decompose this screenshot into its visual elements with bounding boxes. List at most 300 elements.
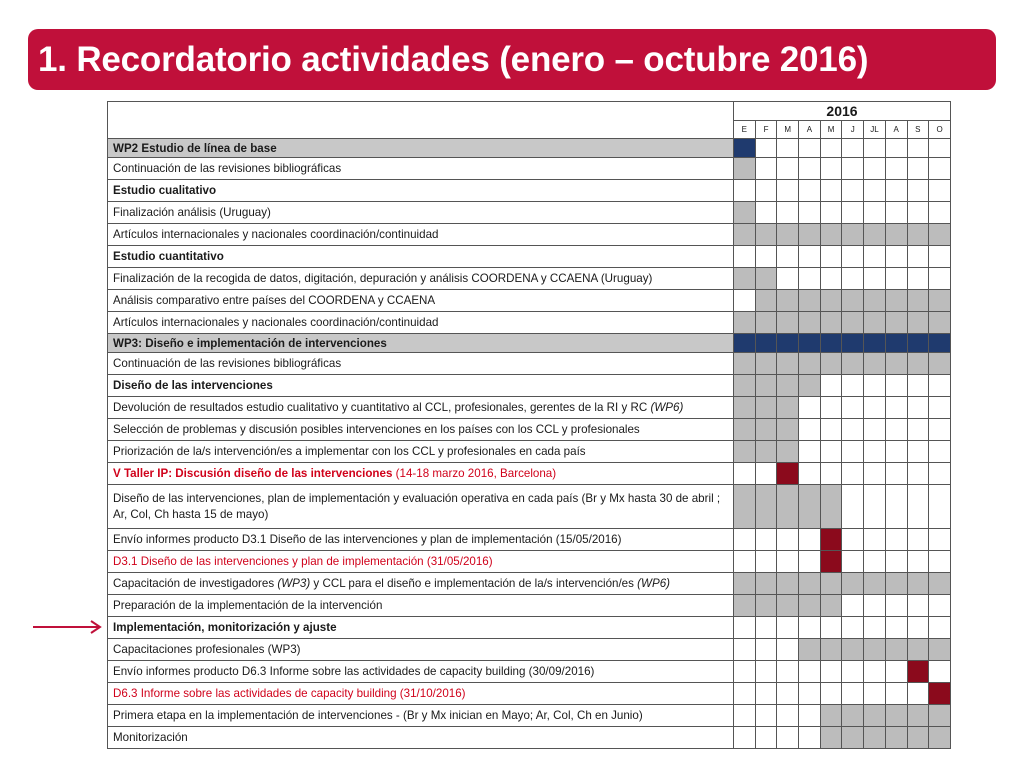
month-cell-f-active bbox=[755, 419, 777, 441]
activity-text: Envío informes producto D3.1 Diseño de las intervenciones y plan de implementación (15/05/2016) bbox=[113, 533, 622, 546]
month-cell-s-active bbox=[907, 334, 929, 353]
month-cell-m-empty bbox=[820, 397, 842, 419]
month-cell-a-empty bbox=[799, 727, 821, 749]
table-row bbox=[108, 419, 951, 441]
month-label: O bbox=[929, 121, 951, 139]
month-cell-s-active bbox=[907, 312, 929, 334]
activity-description bbox=[108, 375, 734, 397]
month-cell-a-active bbox=[799, 573, 821, 595]
activity-text: WP2 Estudio de línea de base bbox=[113, 141, 277, 155]
month-cell-m-active bbox=[820, 485, 842, 529]
month-cell-m-empty bbox=[777, 158, 799, 180]
gantt-chart-table bbox=[107, 101, 951, 749]
month-cell-e-empty bbox=[734, 290, 756, 312]
activity-description bbox=[108, 268, 734, 290]
activity-text: D6.3 Informe sobre las actividades de capacity building (31/10/2016) bbox=[113, 687, 466, 700]
table-row bbox=[108, 661, 951, 683]
activity-description bbox=[108, 246, 734, 268]
month-cell-m-empty bbox=[777, 661, 799, 683]
month-cell-e-empty bbox=[734, 617, 756, 639]
table-row bbox=[108, 290, 951, 312]
month-cell-m-milestone bbox=[820, 529, 842, 551]
activity-text: Preparación de la implementación de la intervención bbox=[113, 599, 383, 612]
month-cell-a-active bbox=[799, 353, 821, 375]
month-cell-a-empty bbox=[799, 419, 821, 441]
month-cell-f-active bbox=[755, 397, 777, 419]
month-cell-m-milestone bbox=[777, 463, 799, 485]
month-cell-s-empty bbox=[907, 463, 929, 485]
activity-description bbox=[108, 485, 734, 529]
month-label: S bbox=[907, 121, 929, 139]
month-label: A bbox=[799, 121, 821, 139]
activity-text: Artículos internacionales y nacionales coordinación/continuidad bbox=[113, 228, 439, 241]
month-cell-s-empty bbox=[907, 617, 929, 639]
month-cell-a-active bbox=[799, 639, 821, 661]
month-cell-a-empty bbox=[885, 683, 907, 705]
month-cell-j-empty bbox=[842, 529, 864, 551]
month-cell-e-active bbox=[734, 312, 756, 334]
month-cell-o-empty bbox=[929, 551, 951, 573]
month-cell-a-empty bbox=[885, 463, 907, 485]
activity-text: Selección de problemas y discusión posibles intervenciones en los países con los CCL y profesionales bbox=[113, 423, 640, 436]
month-cell-e-empty bbox=[734, 661, 756, 683]
month-cell-o-empty bbox=[929, 397, 951, 419]
month-cell-a-empty bbox=[799, 529, 821, 551]
month-cell-m-empty bbox=[777, 639, 799, 661]
month-cell-o-empty bbox=[929, 268, 951, 290]
activity-text: Devolución de resultados estudio cualitativo y cuantitativo al CCL, profesionales, gerentes de la RI y RC bbox=[113, 401, 648, 414]
month-cell-m-milestone bbox=[820, 551, 842, 573]
month-cell-m-active bbox=[820, 334, 842, 353]
month-cell-j-active bbox=[842, 353, 864, 375]
month-cell-o-empty bbox=[929, 375, 951, 397]
activity-description bbox=[108, 290, 734, 312]
table-row bbox=[108, 139, 951, 158]
month-cell-e-active bbox=[734, 419, 756, 441]
month-cell-a-empty bbox=[885, 661, 907, 683]
month-cell-o-empty bbox=[929, 661, 951, 683]
month-label: JL bbox=[864, 121, 886, 139]
month-cell-f-active bbox=[755, 224, 777, 246]
month-cell-m-empty bbox=[777, 727, 799, 749]
month-cell-o-active bbox=[929, 573, 951, 595]
month-cell-a-empty bbox=[885, 375, 907, 397]
month-cell-o-empty bbox=[929, 139, 951, 158]
month-cell-j-empty bbox=[842, 463, 864, 485]
month-cell-f-active bbox=[755, 290, 777, 312]
table-row bbox=[108, 727, 951, 749]
table-row bbox=[108, 224, 951, 246]
activity-description bbox=[108, 334, 734, 353]
month-cell-j-empty bbox=[842, 375, 864, 397]
table-row bbox=[108, 705, 951, 727]
month-cell-e-empty bbox=[734, 727, 756, 749]
month-cell-s-empty bbox=[907, 529, 929, 551]
month-cell-j-active bbox=[842, 705, 864, 727]
month-cell-a-empty bbox=[799, 551, 821, 573]
month-cell-f-empty bbox=[755, 246, 777, 268]
table-row bbox=[108, 639, 951, 661]
month-cell-s-empty bbox=[907, 485, 929, 529]
month-cell-j-empty bbox=[842, 617, 864, 639]
month-cell-m-empty bbox=[777, 683, 799, 705]
month-cell-a-empty bbox=[885, 139, 907, 158]
month-cell-f-empty bbox=[755, 639, 777, 661]
month-cell-o-empty bbox=[929, 180, 951, 202]
month-cell-jl-empty bbox=[864, 595, 886, 617]
activity-description bbox=[108, 727, 734, 749]
month-cell-j-empty bbox=[842, 485, 864, 529]
month-cell-m-empty bbox=[777, 705, 799, 727]
month-cell-o-empty bbox=[929, 463, 951, 485]
month-cell-o-empty bbox=[929, 441, 951, 463]
month-cell-m-active bbox=[820, 353, 842, 375]
month-cell-m-active bbox=[777, 595, 799, 617]
month-cell-a-empty bbox=[799, 158, 821, 180]
month-cell-a-empty bbox=[885, 617, 907, 639]
month-cell-f-active bbox=[755, 573, 777, 595]
month-cell-s-active bbox=[907, 224, 929, 246]
month-cell-e-empty bbox=[734, 683, 756, 705]
month-cell-o-active bbox=[929, 312, 951, 334]
year-header-row bbox=[108, 102, 951, 121]
activity-text: Análisis comparativo entre países del COORDENA y CCAENA bbox=[113, 294, 436, 307]
month-cell-a-empty bbox=[885, 397, 907, 419]
activity-text: Finalización análisis (Uruguay) bbox=[113, 206, 271, 219]
month-cell-jl-active bbox=[864, 639, 886, 661]
month-cell-jl-empty bbox=[864, 463, 886, 485]
month-cell-a-active bbox=[885, 312, 907, 334]
month-cell-a-active bbox=[799, 224, 821, 246]
month-cell-m-empty bbox=[820, 375, 842, 397]
month-cell-j-empty bbox=[842, 246, 864, 268]
activity-description bbox=[108, 353, 734, 375]
month-cell-j-empty bbox=[842, 595, 864, 617]
activity-description bbox=[108, 595, 734, 617]
month-cell-o-milestone bbox=[929, 683, 951, 705]
month-cell-s-empty bbox=[907, 202, 929, 224]
activity-description bbox=[108, 705, 734, 727]
month-cell-e-empty bbox=[734, 705, 756, 727]
activity-description bbox=[108, 441, 734, 463]
month-cell-m-empty bbox=[777, 139, 799, 158]
activity-description bbox=[108, 312, 734, 334]
month-cell-jl-active bbox=[864, 224, 886, 246]
month-cell-m-active bbox=[777, 419, 799, 441]
month-cell-m-active bbox=[777, 441, 799, 463]
month-cell-m-active bbox=[777, 375, 799, 397]
month-cell-o-empty bbox=[929, 485, 951, 529]
activity-description bbox=[108, 202, 734, 224]
activity-text: Diseño de las intervenciones bbox=[113, 379, 273, 392]
activity-text: Finalización de la recogida de datos, digitación, depuración y análisis COORDENA y CCAENA (Uruguay) bbox=[113, 272, 653, 285]
month-cell-m-active bbox=[820, 573, 842, 595]
month-cell-a-active bbox=[799, 290, 821, 312]
month-cell-s-empty bbox=[907, 375, 929, 397]
month-label: M bbox=[820, 121, 842, 139]
month-cell-jl-empty bbox=[864, 139, 886, 158]
month-cell-o-empty bbox=[929, 202, 951, 224]
month-cell-o-empty bbox=[929, 617, 951, 639]
month-cell-m-empty bbox=[820, 246, 842, 268]
month-cell-e-empty bbox=[734, 463, 756, 485]
month-cell-m-empty bbox=[820, 441, 842, 463]
month-cell-m-active bbox=[820, 727, 842, 749]
month-cell-s-active bbox=[907, 573, 929, 595]
table-row bbox=[108, 268, 951, 290]
month-cell-a-empty bbox=[885, 551, 907, 573]
activity-description bbox=[108, 397, 734, 419]
month-cell-f-active bbox=[755, 334, 777, 353]
activity-text: Estudio cualitativo bbox=[113, 184, 217, 197]
month-cell-f-active bbox=[755, 441, 777, 463]
month-label: F bbox=[755, 121, 777, 139]
activity-description bbox=[108, 661, 734, 683]
month-cell-a-active bbox=[799, 312, 821, 334]
month-cell-e-active bbox=[734, 441, 756, 463]
month-cell-a-active bbox=[885, 639, 907, 661]
month-cell-e-active bbox=[734, 158, 756, 180]
month-cell-jl-active bbox=[864, 290, 886, 312]
month-cell-a-active bbox=[885, 705, 907, 727]
activity-text: Capacitaciones profesionales (WP3) bbox=[113, 643, 301, 656]
activity-description bbox=[108, 180, 734, 202]
month-label: M bbox=[777, 121, 799, 139]
month-cell-m-active bbox=[777, 485, 799, 529]
table-row bbox=[108, 202, 951, 224]
month-cell-a-empty bbox=[885, 268, 907, 290]
month-cell-a-empty bbox=[799, 463, 821, 485]
month-cell-a-active bbox=[885, 334, 907, 353]
month-cell-e-active bbox=[734, 353, 756, 375]
month-cell-e-active bbox=[734, 573, 756, 595]
month-cell-jl-empty bbox=[864, 397, 886, 419]
month-cell-f-empty bbox=[755, 617, 777, 639]
month-cell-a-active bbox=[885, 573, 907, 595]
month-cell-jl-empty bbox=[864, 375, 886, 397]
month-cell-s-empty bbox=[907, 595, 929, 617]
month-cell-o-empty bbox=[929, 246, 951, 268]
title-bar bbox=[28, 29, 996, 90]
activity-wp-tag: (WP6) bbox=[633, 577, 671, 590]
month-cell-a-active bbox=[885, 290, 907, 312]
activity-description bbox=[108, 139, 734, 158]
month-label: A bbox=[885, 121, 907, 139]
month-cell-f-active bbox=[755, 312, 777, 334]
month-cell-jl-active bbox=[864, 312, 886, 334]
month-cell-m-active bbox=[777, 353, 799, 375]
month-cell-o-empty bbox=[929, 158, 951, 180]
month-cell-o-empty bbox=[929, 419, 951, 441]
activity-description bbox=[108, 419, 734, 441]
month-cell-j-active bbox=[842, 224, 864, 246]
table-row bbox=[108, 683, 951, 705]
month-cell-f-empty bbox=[755, 158, 777, 180]
month-cell-a-empty bbox=[885, 441, 907, 463]
month-cell-a-empty bbox=[799, 441, 821, 463]
month-cell-a-active bbox=[885, 353, 907, 375]
month-cell-e-active bbox=[734, 224, 756, 246]
month-cell-f-active bbox=[755, 375, 777, 397]
activity-description bbox=[108, 463, 734, 485]
month-cell-m-empty bbox=[820, 268, 842, 290]
month-cell-e-empty bbox=[734, 639, 756, 661]
month-cell-e-active bbox=[734, 595, 756, 617]
month-cell-m-active bbox=[777, 290, 799, 312]
month-cell-jl-active bbox=[864, 353, 886, 375]
month-cell-f-active bbox=[755, 595, 777, 617]
month-cell-e-active bbox=[734, 139, 756, 158]
month-cell-m-empty bbox=[820, 180, 842, 202]
month-cell-j-empty bbox=[842, 158, 864, 180]
month-cell-m-empty bbox=[777, 246, 799, 268]
arrow-right-icon bbox=[33, 618, 103, 636]
month-cell-a-empty bbox=[799, 705, 821, 727]
month-cell-o-active bbox=[929, 353, 951, 375]
activity-text: Implementación, monitorización y ajuste bbox=[113, 621, 337, 634]
month-cell-a-empty bbox=[799, 139, 821, 158]
activity-description bbox=[108, 617, 734, 639]
activity-suffix: (14-18 marzo 2016, Barcelona) bbox=[392, 467, 557, 480]
month-cell-m-active bbox=[820, 705, 842, 727]
month-cell-f-empty bbox=[755, 683, 777, 705]
month-cell-f-empty bbox=[755, 202, 777, 224]
table-row bbox=[108, 353, 951, 375]
month-cell-m-empty bbox=[777, 529, 799, 551]
month-cell-s-empty bbox=[907, 397, 929, 419]
month-cell-a-empty bbox=[885, 529, 907, 551]
month-cell-m-active bbox=[820, 639, 842, 661]
month-cell-f-empty bbox=[755, 463, 777, 485]
month-cell-j-active bbox=[842, 639, 864, 661]
table-row bbox=[108, 375, 951, 397]
table-row bbox=[108, 334, 951, 353]
month-cell-j-empty bbox=[842, 441, 864, 463]
month-cell-a-active bbox=[799, 485, 821, 529]
month-cell-jl-empty bbox=[864, 529, 886, 551]
month-cell-a-empty bbox=[885, 595, 907, 617]
month-cell-j-active bbox=[842, 573, 864, 595]
month-label: J bbox=[842, 121, 864, 139]
month-cell-e-empty bbox=[734, 180, 756, 202]
activity-text: Monitorización bbox=[113, 731, 188, 744]
month-cell-jl-active bbox=[864, 573, 886, 595]
month-cell-m-active bbox=[820, 312, 842, 334]
month-cell-a-active bbox=[885, 727, 907, 749]
month-cell-a-active bbox=[799, 375, 821, 397]
activity-text: Continuación de las revisiones bibliográficas bbox=[113, 357, 342, 370]
month-cell-e-active bbox=[734, 202, 756, 224]
month-cell-a-empty bbox=[885, 202, 907, 224]
month-cell-e-active bbox=[734, 375, 756, 397]
month-cell-m-empty bbox=[820, 202, 842, 224]
month-cell-o-active bbox=[929, 334, 951, 353]
activity-description bbox=[108, 683, 734, 705]
month-cell-j-empty bbox=[842, 397, 864, 419]
month-cell-e-active bbox=[734, 397, 756, 419]
month-cell-s-empty bbox=[907, 268, 929, 290]
month-cell-jl-empty bbox=[864, 202, 886, 224]
month-cell-f-empty bbox=[755, 727, 777, 749]
activity-description bbox=[108, 551, 734, 573]
month-cell-m-active bbox=[777, 312, 799, 334]
table-row bbox=[108, 312, 951, 334]
month-cell-jl-empty bbox=[864, 485, 886, 529]
table-row bbox=[108, 551, 951, 573]
month-cell-s-empty bbox=[907, 683, 929, 705]
month-cell-jl-empty bbox=[864, 683, 886, 705]
month-cell-jl-empty bbox=[864, 551, 886, 573]
month-cell-o-active bbox=[929, 639, 951, 661]
month-cell-a-empty bbox=[799, 397, 821, 419]
month-cell-jl-empty bbox=[864, 661, 886, 683]
month-cell-m-active bbox=[777, 334, 799, 353]
activity-wp-tag: (WP6) bbox=[647, 401, 684, 414]
month-cell-jl-empty bbox=[864, 246, 886, 268]
month-cell-s-active bbox=[907, 290, 929, 312]
activity-text: Artículos internacionales y nacionales coordinación/continuidad bbox=[113, 316, 439, 329]
table-row bbox=[108, 246, 951, 268]
month-cell-o-empty bbox=[929, 529, 951, 551]
activity-text: V Taller IP: Discusión diseño de las intervenciones bbox=[113, 467, 393, 480]
table-row bbox=[108, 397, 951, 419]
activity-description bbox=[108, 639, 734, 661]
month-cell-f-empty bbox=[755, 661, 777, 683]
month-cell-a-empty bbox=[799, 683, 821, 705]
month-cell-e-active bbox=[734, 268, 756, 290]
month-cell-f-empty bbox=[755, 705, 777, 727]
table-row bbox=[108, 485, 951, 529]
activity-text: Envío informes producto D6.3 Informe sobre las actividades de capacity building (30/09/2016) bbox=[113, 665, 595, 678]
month-cell-e-active bbox=[734, 334, 756, 353]
activity-text-continued: y CCL para el diseño e implementación de la/s intervención/es bbox=[310, 577, 634, 590]
month-cell-m-empty bbox=[777, 180, 799, 202]
month-cell-jl-active bbox=[864, 727, 886, 749]
month-cell-s-active bbox=[907, 353, 929, 375]
month-cell-s-empty bbox=[907, 180, 929, 202]
month-cell-e-active bbox=[734, 485, 756, 529]
month-cell-jl-empty bbox=[864, 180, 886, 202]
month-cell-f-empty bbox=[755, 139, 777, 158]
activity-description bbox=[108, 158, 734, 180]
month-cell-a-active bbox=[885, 224, 907, 246]
month-cell-a-empty bbox=[885, 485, 907, 529]
month-cell-j-empty bbox=[842, 180, 864, 202]
month-cell-m-active bbox=[777, 397, 799, 419]
month-cell-s-active bbox=[907, 639, 929, 661]
activity-description bbox=[108, 224, 734, 246]
month-cell-s-empty bbox=[907, 441, 929, 463]
month-cell-s-empty bbox=[907, 139, 929, 158]
month-cell-j-active bbox=[842, 290, 864, 312]
month-cell-j-empty bbox=[842, 139, 864, 158]
month-cell-a-empty bbox=[885, 158, 907, 180]
month-cell-m-active bbox=[820, 595, 842, 617]
blank-corner-cell bbox=[108, 102, 734, 139]
month-cell-o-empty bbox=[929, 595, 951, 617]
activity-text: Continuación de las revisiones bibliográficas bbox=[113, 162, 342, 175]
month-cell-m-empty bbox=[777, 202, 799, 224]
month-cell-f-active bbox=[755, 353, 777, 375]
month-cell-a-empty bbox=[799, 202, 821, 224]
activity-text: Capacitación de investigadores bbox=[113, 577, 275, 590]
month-cell-e-empty bbox=[734, 529, 756, 551]
activity-text: Priorización de la/s intervención/es a implementar con los CCL y profesionales en cada país bbox=[113, 445, 586, 458]
month-cell-m-active bbox=[777, 224, 799, 246]
table-row bbox=[108, 441, 951, 463]
month-cell-a-empty bbox=[799, 617, 821, 639]
table-row bbox=[108, 595, 951, 617]
